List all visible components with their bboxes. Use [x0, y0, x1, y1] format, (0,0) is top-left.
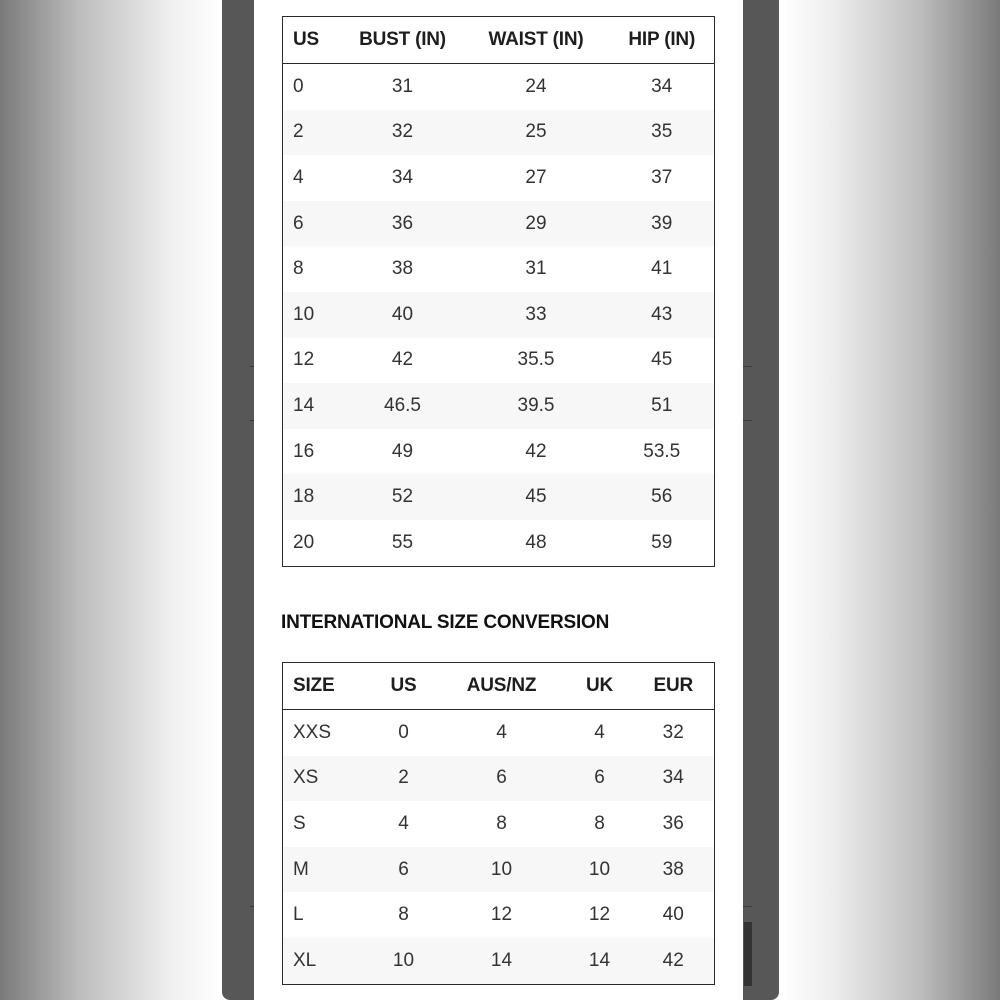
- us-size-cell: 18: [283, 474, 343, 520]
- column-header-us: US: [283, 17, 343, 64]
- size-cell: XXS: [293, 721, 332, 743]
- waist-cell: 48: [525, 531, 547, 553]
- table-row: [283, 338, 715, 384]
- size-cell: S: [293, 812, 306, 834]
- hip-cell: 51: [610, 383, 715, 429]
- table-row: [283, 64, 715, 110]
- waist-cell: 27: [525, 166, 547, 188]
- table-row: [283, 892, 715, 938]
- us-size-cell: 6: [283, 201, 343, 247]
- table-row: [283, 520, 715, 566]
- background-button: [744, 922, 752, 986]
- uk-cell: 14: [567, 938, 633, 984]
- size-cell: L: [293, 904, 304, 926]
- table-row: [283, 155, 715, 201]
- table-row: [283, 201, 715, 247]
- table-row: [283, 756, 715, 802]
- waist-cell: 35.5: [517, 349, 555, 371]
- aus-nz-cell: 4: [496, 721, 507, 743]
- us-size-cell: 8: [293, 258, 304, 280]
- hip-cell: 35: [610, 110, 715, 156]
- eur-cell: 34: [633, 756, 715, 802]
- hip-cell: 39: [610, 201, 715, 247]
- us-cell: 10: [371, 938, 437, 984]
- bust-cell: 42: [391, 349, 414, 371]
- aus-nz-cell: 10: [437, 847, 567, 893]
- column-header-hip: HIP (IN): [610, 17, 715, 64]
- us-cell: 4: [398, 812, 409, 834]
- waist-cell: 33: [463, 292, 610, 338]
- aus-nz-cell: 14: [437, 938, 567, 984]
- table-row: [283, 710, 715, 756]
- us-size-cell: 0: [293, 75, 304, 97]
- us-cell: 0: [398, 721, 409, 743]
- us-cell: 2: [371, 756, 437, 802]
- us-size-cell: 20: [293, 531, 315, 553]
- international-size-conversion-table: [282, 662, 715, 985]
- table-header-row: [283, 663, 715, 710]
- us-size-cell: 12: [293, 349, 315, 371]
- bust-cell: 49: [391, 440, 414, 462]
- waist-cell: 29: [463, 201, 610, 247]
- table-row: [283, 938, 715, 984]
- waist-cell: 24: [525, 75, 547, 97]
- uk-cell: 8: [594, 812, 605, 834]
- bust-cell: 46.5: [343, 383, 463, 429]
- hip-cell: 43: [610, 292, 715, 338]
- table-row: [283, 847, 715, 893]
- size-cell: M: [283, 847, 371, 893]
- eur-cell: 42: [633, 938, 715, 984]
- uk-cell: 12: [588, 904, 611, 926]
- bust-cell: 55: [391, 531, 414, 553]
- waist-cell: 31: [525, 258, 547, 280]
- table-row: [283, 110, 715, 156]
- hip-cell: 37: [651, 166, 673, 188]
- hip-cell: 53.5: [643, 440, 681, 462]
- us-size-cell: 4: [293, 166, 304, 188]
- section-title-international: INTERNATIONAL SIZE CONVERSION: [281, 612, 610, 633]
- size-cell: XL: [283, 938, 371, 984]
- table-row: [283, 474, 715, 520]
- us-size-cell: 14: [283, 383, 343, 429]
- bust-cell: 31: [391, 75, 414, 97]
- bust-cell: 34: [391, 166, 414, 188]
- us-cell: 8: [398, 904, 409, 926]
- hip-cell: 41: [651, 258, 673, 280]
- us-cell: 6: [371, 847, 437, 893]
- us-size-chart-table: [282, 16, 715, 567]
- table-row: [283, 429, 715, 475]
- column-header-eur: EUR: [633, 663, 715, 710]
- column-header-uk: UK: [567, 663, 633, 710]
- eur-cell: 40: [662, 904, 684, 926]
- bust-cell: 36: [343, 201, 463, 247]
- hip-cell: 59: [651, 531, 673, 553]
- hip-cell: 34: [651, 75, 673, 97]
- size-cell: XS: [283, 756, 371, 802]
- waist-cell: 42: [525, 440, 547, 462]
- table-row: [283, 246, 715, 292]
- column-header-bust: BUST (IN): [343, 17, 463, 64]
- waist-cell: 25: [463, 110, 610, 156]
- bust-cell: 52: [343, 474, 463, 520]
- table-row: [283, 801, 715, 847]
- column-header-waist: WAIST (IN): [463, 17, 610, 64]
- aus-nz-cell: 12: [490, 904, 513, 926]
- uk-cell: 4: [594, 721, 605, 743]
- bust-cell: 38: [391, 258, 414, 280]
- uk-cell: 6: [567, 756, 633, 802]
- table-row: [283, 383, 715, 429]
- bust-cell: 40: [343, 292, 463, 338]
- column-header-us: US: [371, 663, 437, 710]
- aus-nz-cell: 8: [496, 812, 507, 834]
- aus-nz-cell: 6: [437, 756, 567, 802]
- eur-cell: 38: [633, 847, 715, 893]
- table-row: [283, 292, 715, 338]
- column-header-size: SIZE: [283, 663, 371, 710]
- eur-cell: 36: [662, 812, 684, 834]
- us-size-cell: 2: [283, 110, 343, 156]
- eur-cell: 32: [662, 721, 684, 743]
- table-header-row: [283, 17, 715, 64]
- hip-cell: 45: [651, 349, 673, 371]
- us-size-cell: 16: [293, 440, 315, 462]
- hip-cell: 56: [610, 474, 715, 520]
- waist-cell: 39.5: [463, 383, 610, 429]
- size-guide-modal: [254, 0, 743, 1000]
- uk-cell: 10: [567, 847, 633, 893]
- column-header-aus-nz: AUS/NZ: [437, 663, 567, 710]
- waist-cell: 45: [463, 474, 610, 520]
- us-size-cell: 10: [283, 292, 343, 338]
- bust-cell: 32: [343, 110, 463, 156]
